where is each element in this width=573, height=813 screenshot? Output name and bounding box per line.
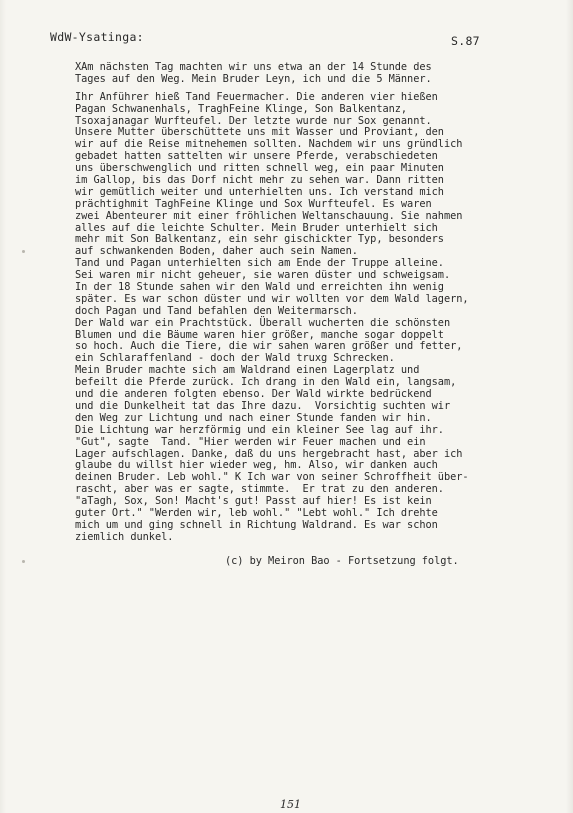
text-line: so hoch. Auch die Tiere, die wir sahen waren größer und fetter, — [75, 340, 463, 353]
text-line: Tages auf den Weg. Mein Bruder Leyn, ich und die 5 Männer. — [75, 72, 432, 85]
text-line: doch Pagan und Tand befahlen den Weitermarsch. — [75, 304, 358, 317]
text-line: In der 18 Stunde sahen wir den Wald und erreichten ihn wenig — [75, 281, 444, 294]
text-line: Pagan Schwanenhals, TraghFeine Klinge, Son Balkentanz, — [75, 102, 408, 115]
text-line: befeilt die Pferde zurück. Ich drang in den Wald ein, langsam, — [75, 376, 457, 389]
text-line: uns überschwenglich und ritten schnell weg, ein paar Minuten — [75, 162, 444, 175]
text-line: auf schwankenden Boden, daher auch sein Namen. — [75, 245, 358, 258]
author-signature: (c) by Meiron Bao - Fortsetzung folgt. — [225, 554, 459, 567]
text-line: mehr mit Son Balkentanz, ein sehr gischickter Typ, besonders — [75, 233, 444, 246]
text-line: deinen Bruder. Leb wohl." K Ich war von seiner Schroffheit über- — [75, 471, 469, 484]
text-line: im Gallop, bis das Dorf nicht mehr zu sehen war. Dann ritten — [75, 174, 444, 187]
text-line: glaube du willst hier wieder weg, hm. Also, wir danken auch — [75, 459, 438, 472]
text-line: XAm nächsten Tag machten wir uns etwa an der 14 Stunde des — [75, 61, 432, 73]
text-line: Der Wald war ein Prachtstück. Überall wucherten die schönsten — [75, 316, 451, 329]
text-line: den Weg zur Lichtung und nach einer Stunde fanden wir hin. — [75, 411, 432, 424]
text-line: Unsere Mutter überschüttete uns mit Wasser und Proviant, den — [75, 126, 444, 139]
text-line: ziemlich dunkel. — [75, 530, 174, 543]
text-line: prächtighmit TaghFeine Klinge und Sox Wurfteufel. Es waren — [75, 197, 432, 210]
text-line: wir gemütlich weiter und unterhielten uns. Ich verstand mich — [75, 185, 444, 198]
text-line: Mein Bruder machte sich am Waldrand einen Lagerplatz und — [75, 364, 420, 377]
text-line: Ihr Anführer hieß Tand Feuermacher. Die anderen vier hießen — [75, 90, 438, 103]
text-line: zwei Abenteurer mit einer fröhlichen Weltanschauung. Sie nahmen — [75, 209, 463, 222]
text-line: Lager aufschlagen. Danke, daß du uns hergebracht hast, aber ich — [75, 447, 463, 460]
binder-hole-mark — [22, 250, 25, 253]
text-line: alles auf die leichte Schulter. Mein Bruder unterhielt sich — [75, 221, 438, 234]
text-line: ein Schlaraffenland - doch der Wald truxg Schrecken. — [75, 352, 395, 365]
text-line: später. Es war schon düster und wir wollten vor dem Wald lagern, — [75, 292, 469, 305]
header-title: WdW-Ysatinga: — [50, 30, 144, 44]
text-line: und die anderen folgten ebenso. Der Wald wirkte bedrückend — [75, 388, 432, 401]
text-line: "aTagh, Sox, Son! Macht's gut! Passt auf hier! Es ist kein — [75, 495, 432, 508]
text-line: Blumen und die Bäume waren hier größer, manche sogar doppelt — [75, 328, 444, 341]
text-line: rascht, aber was er sagte, stimmte. Er trat zu den anderen. — [75, 483, 444, 496]
text-line: gebadet hatten sattelten wir unsere Pferde, verabschiedeten — [75, 150, 438, 163]
text-line: wir auf die Reise mitnehemen sollten. Nachdem wir uns gründlich — [75, 138, 463, 151]
text-line: und die Dunkelheit tat das Ihre dazu. Vorsichtig suchten wir — [75, 399, 451, 412]
text-line: guter Ort." "Werden wir, leb wohl." "Lebt wohl." Ich drehte — [75, 506, 438, 519]
text-line: mich um und ging schnell in Richtung Waldrand. Es war schon — [75, 518, 438, 531]
page-number: 151 — [280, 798, 301, 811]
binder-hole-mark — [22, 560, 25, 563]
text-line: Die Lichtung war herzförmig und ein kleiner See lag auf ihr. — [75, 423, 444, 436]
text-line: Tsoxajanagar Wurfteufel. Der letzte wurde nur Sox genannt. — [75, 114, 432, 127]
text-line: Sei waren mir nicht geheuer, sie waren düster und schweigsam. — [75, 269, 451, 282]
text-line: Tand und Pagan unterhielten sich am Ende der Truppe alleine. — [75, 257, 444, 270]
story-text — [75, 62, 545, 568]
header-page-ref: S.87 — [451, 34, 480, 48]
text-line: "Gut", sagte Tand. "Hier werden wir Feuer machen und ein — [75, 435, 426, 448]
